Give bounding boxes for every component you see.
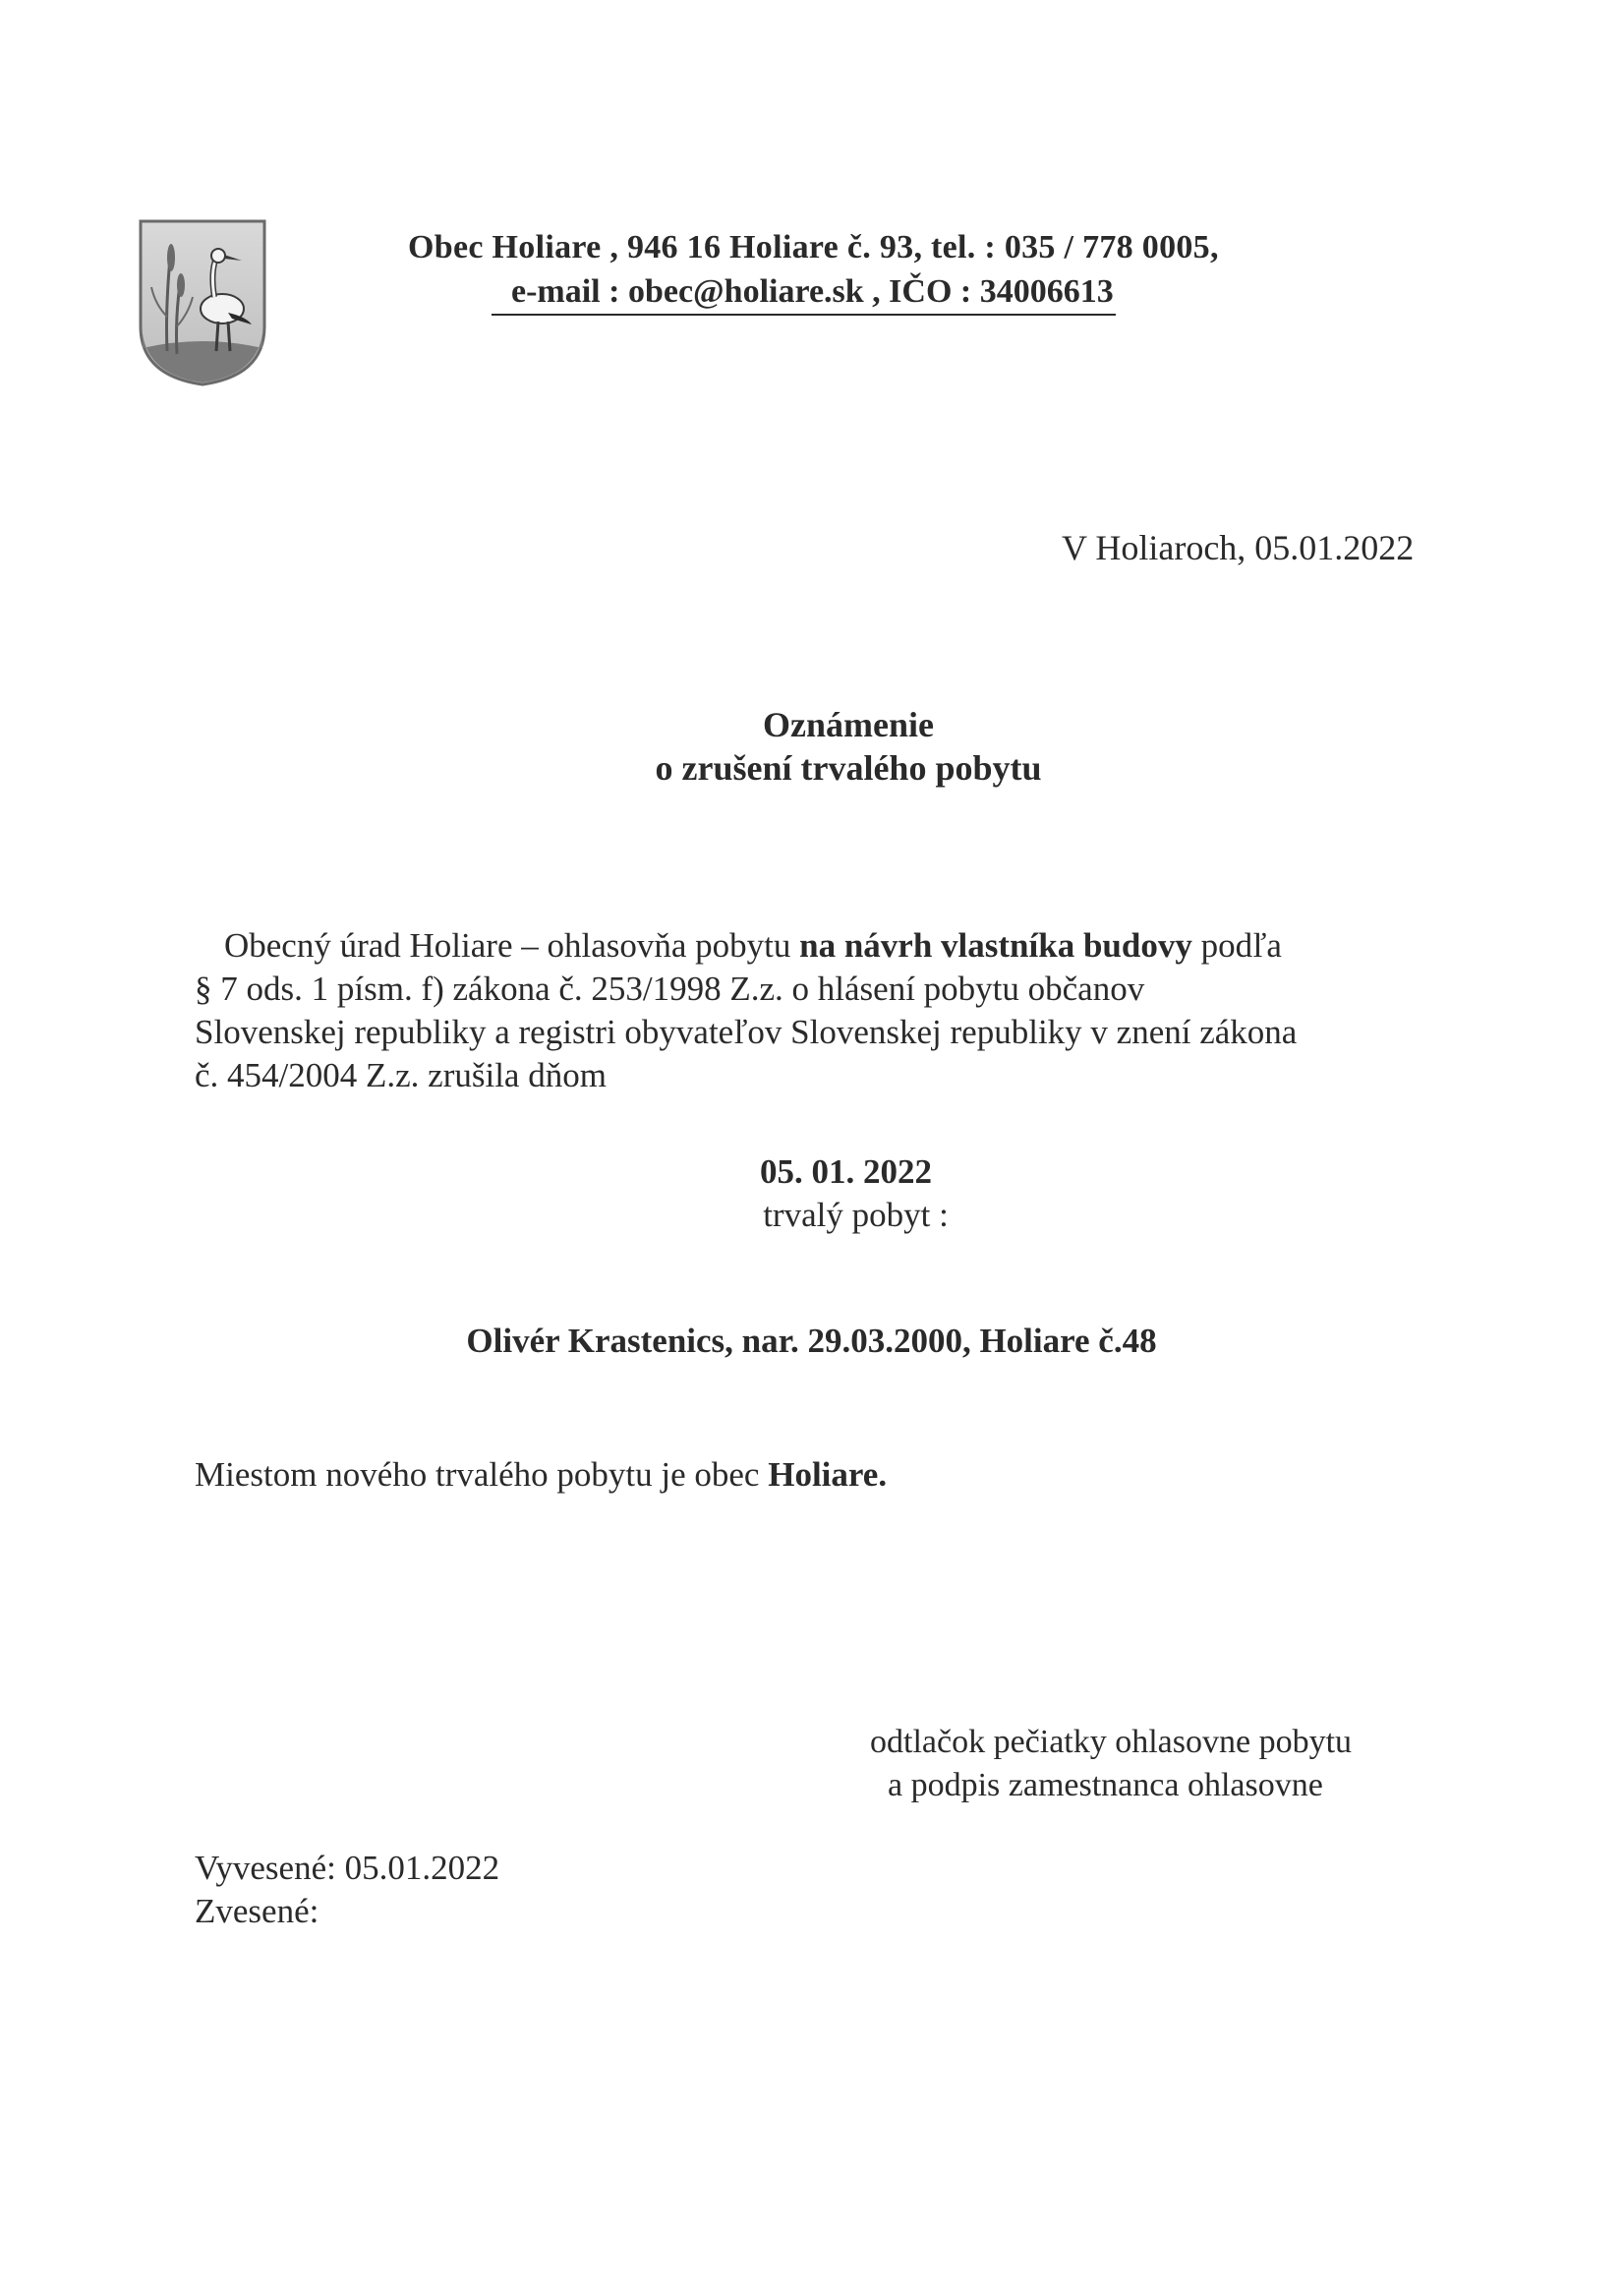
municipality-contact-line: e-mail : obec@holiare.sk , IČO : 34006613 (492, 273, 1116, 316)
owner-proposal-emphasis: na návrh vlastníka budovy (799, 926, 1192, 965)
person-details: Olivér Krastenics, nar. 29.03.2000, Holiare č.48 (466, 1322, 1157, 1360)
removed-date: Zvesené: (195, 1892, 319, 1930)
stamp-note-line-2: a podpis zamestnanca ohlasovne (888, 1767, 1323, 1803)
stamp-note-line-1: odtlačok pečiatky ohlasovne pobytu (870, 1724, 1353, 1760)
municipality-address-line: Obec Holiare , 946 16 Holiare č. 93, tel. : 035 / 778 0005, (408, 229, 1219, 265)
body-line-4: č. 454/2004 Z.z. zrušila dňom (195, 1056, 607, 1094)
posted-date: Vyvesené: 05.01.2022 (195, 1849, 500, 1887)
document-title: Oznámenie (763, 705, 934, 744)
place-and-date: V Holiaroch, 05.01.2022 (1062, 528, 1415, 567)
new-residence-municipality: Holiare. (768, 1455, 888, 1494)
document-subtitle: o zrušení trvalého pobytu (655, 748, 1042, 788)
permanent-residence-label: trvalý pobyt : (763, 1196, 949, 1234)
body-line-1: Obecný úrad Holiare – ohlasovňa pobytu na návrh vlastníka budovy podľa (224, 926, 1282, 965)
body-line-2: § 7 ods. 1 písm. f) zákona č. 253/1998 Z.z. o hlásení pobytu občanov (195, 970, 1145, 1008)
notice-body (195, 924, 1473, 1097)
coat-of-arms-icon (138, 218, 267, 387)
cancellation-date: 05. 01. 2022 (760, 1152, 932, 1191)
body-line-3: Slovenskej republiky a registri obyvateľov Slovenskej republiky v znení zákona (195, 1013, 1298, 1051)
new-residence-statement: Miestom nového trvalého pobytu je obec Holiare. (195, 1455, 888, 1494)
